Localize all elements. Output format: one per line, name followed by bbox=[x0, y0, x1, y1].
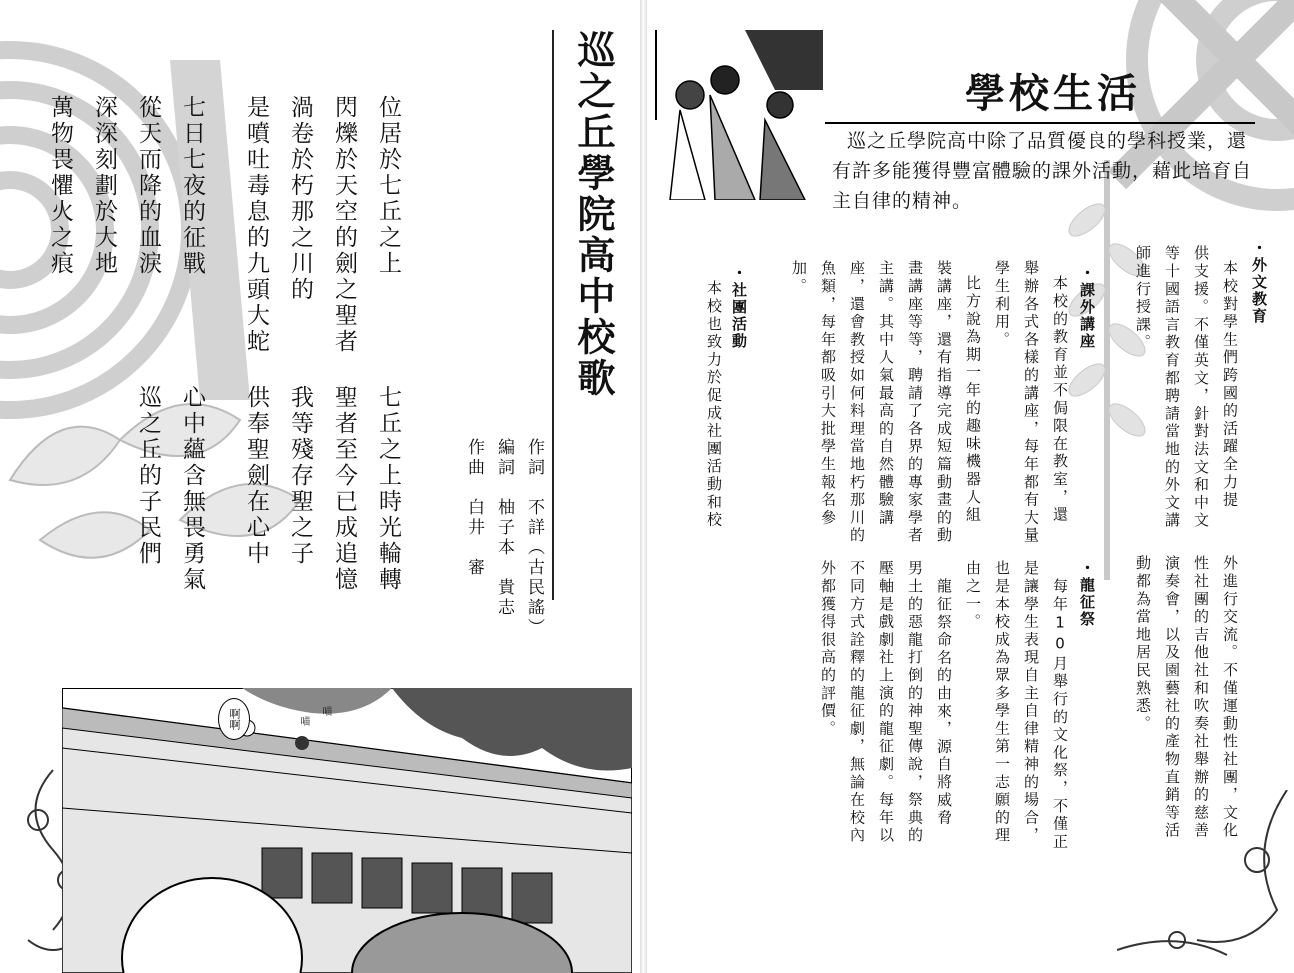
body-line: 本校的教育並不侷限在教室，還 bbox=[1051, 275, 1069, 525]
lyric-line: 深深刻劃於大地 bbox=[91, 95, 117, 277]
body-line: 性社團的吉他社和吹奏社舉辦的慈善 bbox=[1192, 555, 1210, 840]
body-line: 壓軸是戲劇社上演的龍征劇。每年以 bbox=[877, 560, 895, 845]
body-line: 座，還會教授如何料理當地朽那川的 bbox=[848, 260, 866, 545]
body-line: 演奏會，以及園藝社的產物直銷等活 bbox=[1163, 555, 1181, 840]
heading-lectures: ・課外講座 bbox=[1078, 265, 1096, 350]
heading-foreign-language: ・外文教育 bbox=[1250, 240, 1268, 325]
left-page bbox=[0, 0, 640, 973]
body-line: 動都為當地居民熟悉。 bbox=[1134, 555, 1152, 733]
body-line: 每年10月舉行的文化祭，不僅正 bbox=[1051, 578, 1069, 851]
credit-composer: 作曲 白井 審 bbox=[464, 438, 484, 578]
body-line: 等十國語言教育都聘請當地的外文講 bbox=[1163, 245, 1181, 530]
body-line: 供支援。不僅英文，針對法文和中文 bbox=[1192, 245, 1210, 530]
lyric-line: 位居於七丘之上 bbox=[375, 95, 401, 277]
lyric-line: 是噴吐毒息的九頭大蛇 bbox=[243, 95, 269, 355]
lyric-line: 供奉聖劍在心中 bbox=[243, 385, 269, 567]
lyric-line: 渦卷於朽那之川的 bbox=[287, 95, 313, 303]
title-rule bbox=[655, 30, 657, 120]
title-divider bbox=[552, 30, 554, 600]
lyric-line: 閃爍於天空的劍之聖者 bbox=[331, 95, 357, 355]
body-line: 加。 bbox=[790, 260, 808, 296]
body-line: 龍征祭命名的由來，源自將威脅 bbox=[935, 578, 953, 828]
manga-panel-students bbox=[655, 30, 823, 200]
intro-line: 有許多能獲得豐富體驗的課外活動，藉此培育自 bbox=[832, 160, 1253, 182]
body-line: 外都獲得很高的評價。 bbox=[819, 560, 837, 738]
body-line: 魚類，每年都吸引大批學生報名參 bbox=[819, 260, 837, 527]
lyric-line: 從天而降的血淚 bbox=[135, 95, 161, 277]
lyric-line: 我等殘存聖之子 bbox=[287, 385, 313, 567]
body-line: 外進行交流。不僅運動性社團，文化 bbox=[1221, 555, 1239, 840]
body-line: 主講。其中人氣最高的自然體驗講 bbox=[877, 260, 895, 527]
credit-arranger: 編詞 柚子本 貴志 bbox=[494, 438, 514, 618]
sound-effect-text: 喵 bbox=[320, 706, 331, 716]
speech-bubble: 啊啊 bbox=[218, 698, 250, 740]
lyric-line: 聖者至今已成追憶 bbox=[331, 385, 357, 593]
page-gutter bbox=[640, 0, 647, 973]
intro-line: 主自律的精神。 bbox=[832, 190, 973, 212]
body-line: 由之一。 bbox=[964, 560, 982, 632]
body-line: 是讓學生表現自主自律精神的場合， bbox=[1022, 560, 1040, 845]
sound-effect-text: 喵 bbox=[298, 716, 309, 726]
body-line: 師進行授課。 bbox=[1134, 245, 1152, 352]
lyric-line: 七日七夜的征戰 bbox=[179, 95, 205, 277]
body-line: 男土的惡龍打倒的神聖傳說，祭典的 bbox=[906, 560, 924, 845]
decorative-leaves bbox=[0, 380, 330, 580]
lyric-line: 心中蘊含無畏勇氣 bbox=[179, 385, 205, 593]
body-line: 比方說為期一年的趣味機器人組 bbox=[964, 275, 982, 525]
body-line: 裝講座，還有指導完成短篇動畫的動 bbox=[935, 260, 953, 545]
lyric-line: 萬物畏懼火之痕 bbox=[47, 95, 73, 277]
body-line: 也是本校成為眾多學生第一志願的理 bbox=[993, 560, 1011, 845]
manga-panel-school-building bbox=[62, 688, 632, 973]
intro-line: 巡之丘學院高中除了品質優良的學科授業，還 bbox=[847, 130, 1248, 152]
heading-clubs: ・社團活動 bbox=[730, 265, 748, 350]
body-line: 畫講座等等，聘請了各界的專家學者 bbox=[906, 260, 924, 545]
song-title: 巡之丘學院高中校歌 bbox=[571, 30, 615, 399]
body-line: 本校也致力於促成社團活動和校 bbox=[705, 280, 723, 530]
title-underline bbox=[825, 122, 1255, 124]
heading-festival: ・龍征祭 bbox=[1078, 560, 1096, 628]
body-line: 不同方式詮釋的龍征劇，無論在校內 bbox=[848, 560, 866, 845]
credit-lyricist: 作詞 不詳（古民謠） bbox=[524, 438, 544, 638]
body-line: 舉辦各式各樣的講座，每年都有大量 bbox=[1022, 260, 1040, 545]
body-line: 學生利用。 bbox=[993, 260, 1011, 349]
lyric-line: 七丘之上時光輪轉 bbox=[375, 385, 401, 593]
right-page bbox=[647, 0, 1294, 973]
section-title: 學校生活 bbox=[965, 71, 1141, 117]
body-line: 本校對學生們跨國的活躍全力提 bbox=[1221, 260, 1239, 510]
lyric-line: 巡之丘的子民們 bbox=[135, 385, 161, 567]
